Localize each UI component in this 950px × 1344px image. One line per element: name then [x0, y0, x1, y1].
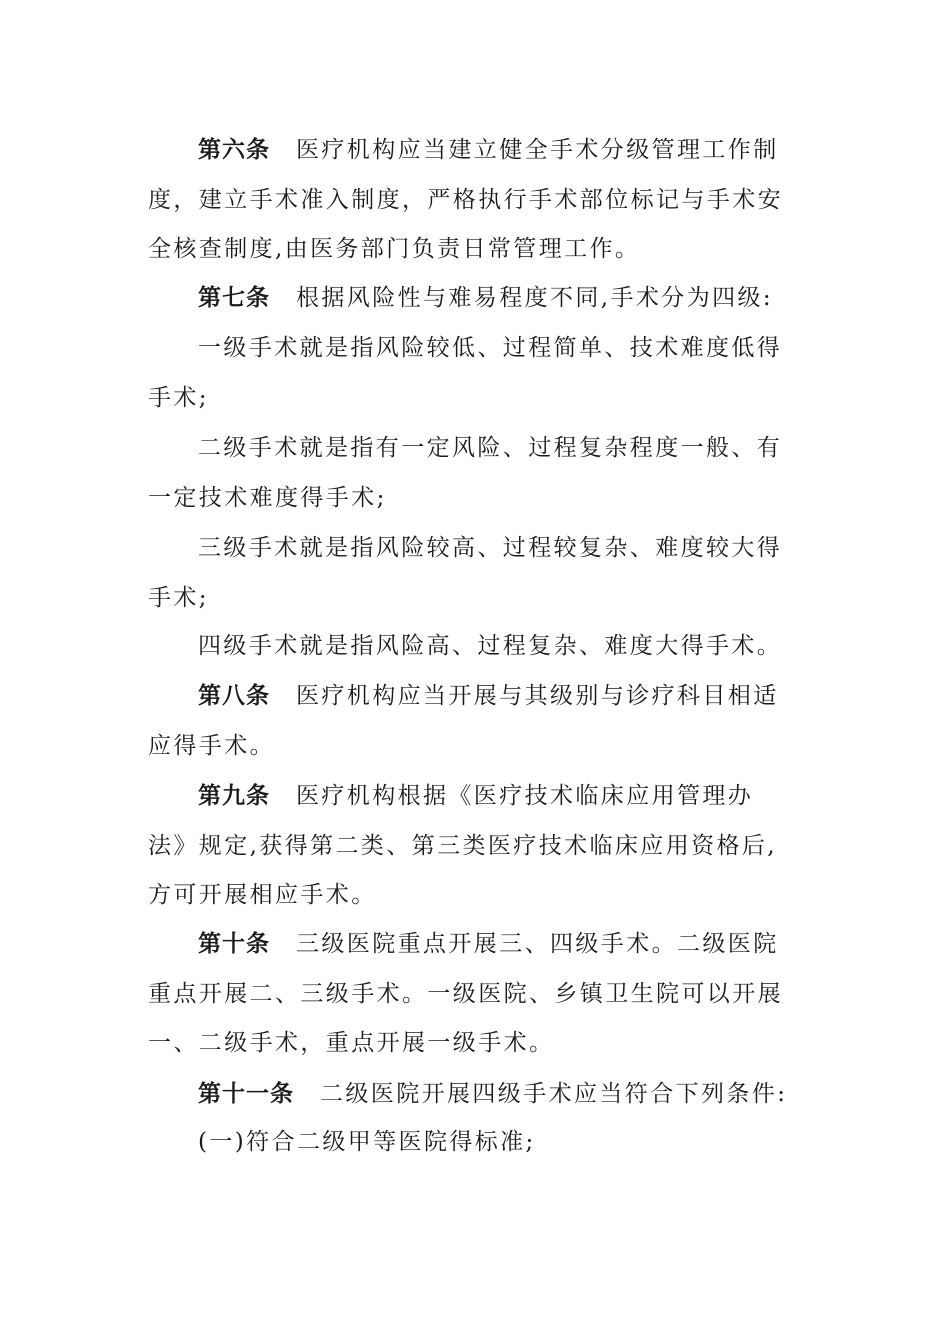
grade-4-paragraph — [148, 622, 788, 672]
article-heading: 第六条 — [198, 137, 270, 163]
condition-1-paragraph — [148, 1118, 788, 1168]
article-text-line: 医疗机构应当建立健全手术分级管理工作制 — [296, 137, 779, 163]
paragraph-text-line: 一级手术就是指风险较低、过程简单、技术难度低得 — [198, 335, 783, 361]
paragraph-text-line: (一)符合二级甲等医院得标准; — [198, 1129, 536, 1155]
article-8 — [148, 672, 788, 771]
article-text-line: 医疗机构根据《医疗技术临床应用管理办 — [296, 783, 754, 809]
article-10 — [148, 920, 788, 1069]
paragraph-text-line: 手术; — [148, 584, 209, 611]
article-text-line: 应得手术。 — [148, 732, 275, 759]
paragraph-text-line: 四级手术就是指风险高、过程复杂、难度大得手术。 — [198, 633, 783, 659]
paragraph-text-line: 一定技术难度得手术; — [148, 484, 387, 511]
paragraph-text-line: 手术; — [148, 384, 209, 411]
article-text-line: 全核查制度,由医务部门负责日常管理工作。 — [148, 236, 641, 262]
article-text-line: 医疗机构应当开展与其级别与诊疗科目相适 — [296, 683, 779, 709]
paragraph-text-line: 三级手术就是指风险较高、过程较复杂、难度较大得 — [198, 535, 783, 561]
article-text-line: 三级医院重点开展三、四级手术。二级医院 — [296, 931, 779, 957]
article-text-line: 二级医院开展四级手术应当符合下列条件: — [320, 1081, 788, 1107]
article-heading: 第九条 — [198, 783, 270, 809]
paragraph-text-line: 二级手术就是指有一定风险、过程复杂程度一般、有 — [198, 435, 783, 461]
article-7 — [148, 274, 788, 324]
article-text-line: 方可开展相应手术。 — [148, 882, 377, 908]
article-9 — [148, 772, 788, 921]
article-heading: 第十一条 — [198, 1081, 294, 1107]
article-text-line: 法》规定,获得第二类、第三类医疗技术临床应用资格后, — [148, 832, 778, 859]
article-heading: 第八条 — [198, 683, 270, 709]
article-heading: 第十条 — [198, 931, 270, 957]
article-text-line: 一、二级手术，重点开展一级手术。 — [148, 1030, 555, 1056]
article-text-line: 根据风险性与难易程度不同,手术分为四级: — [296, 285, 774, 311]
article-text-line: 重点开展二、三级手术。一级医院、乡镇卫生院可以开展 — [148, 980, 783, 1007]
article-11 — [148, 1070, 788, 1120]
article-heading: 第七条 — [198, 285, 270, 311]
grade-2-paragraph — [148, 424, 788, 523]
grade-3-paragraph — [148, 524, 788, 623]
article-text-line: 度，建立手术准入制度，严格执行手术部位标记与手术安 — [148, 186, 783, 213]
grade-1-paragraph — [148, 324, 788, 423]
article-6 — [148, 126, 788, 275]
